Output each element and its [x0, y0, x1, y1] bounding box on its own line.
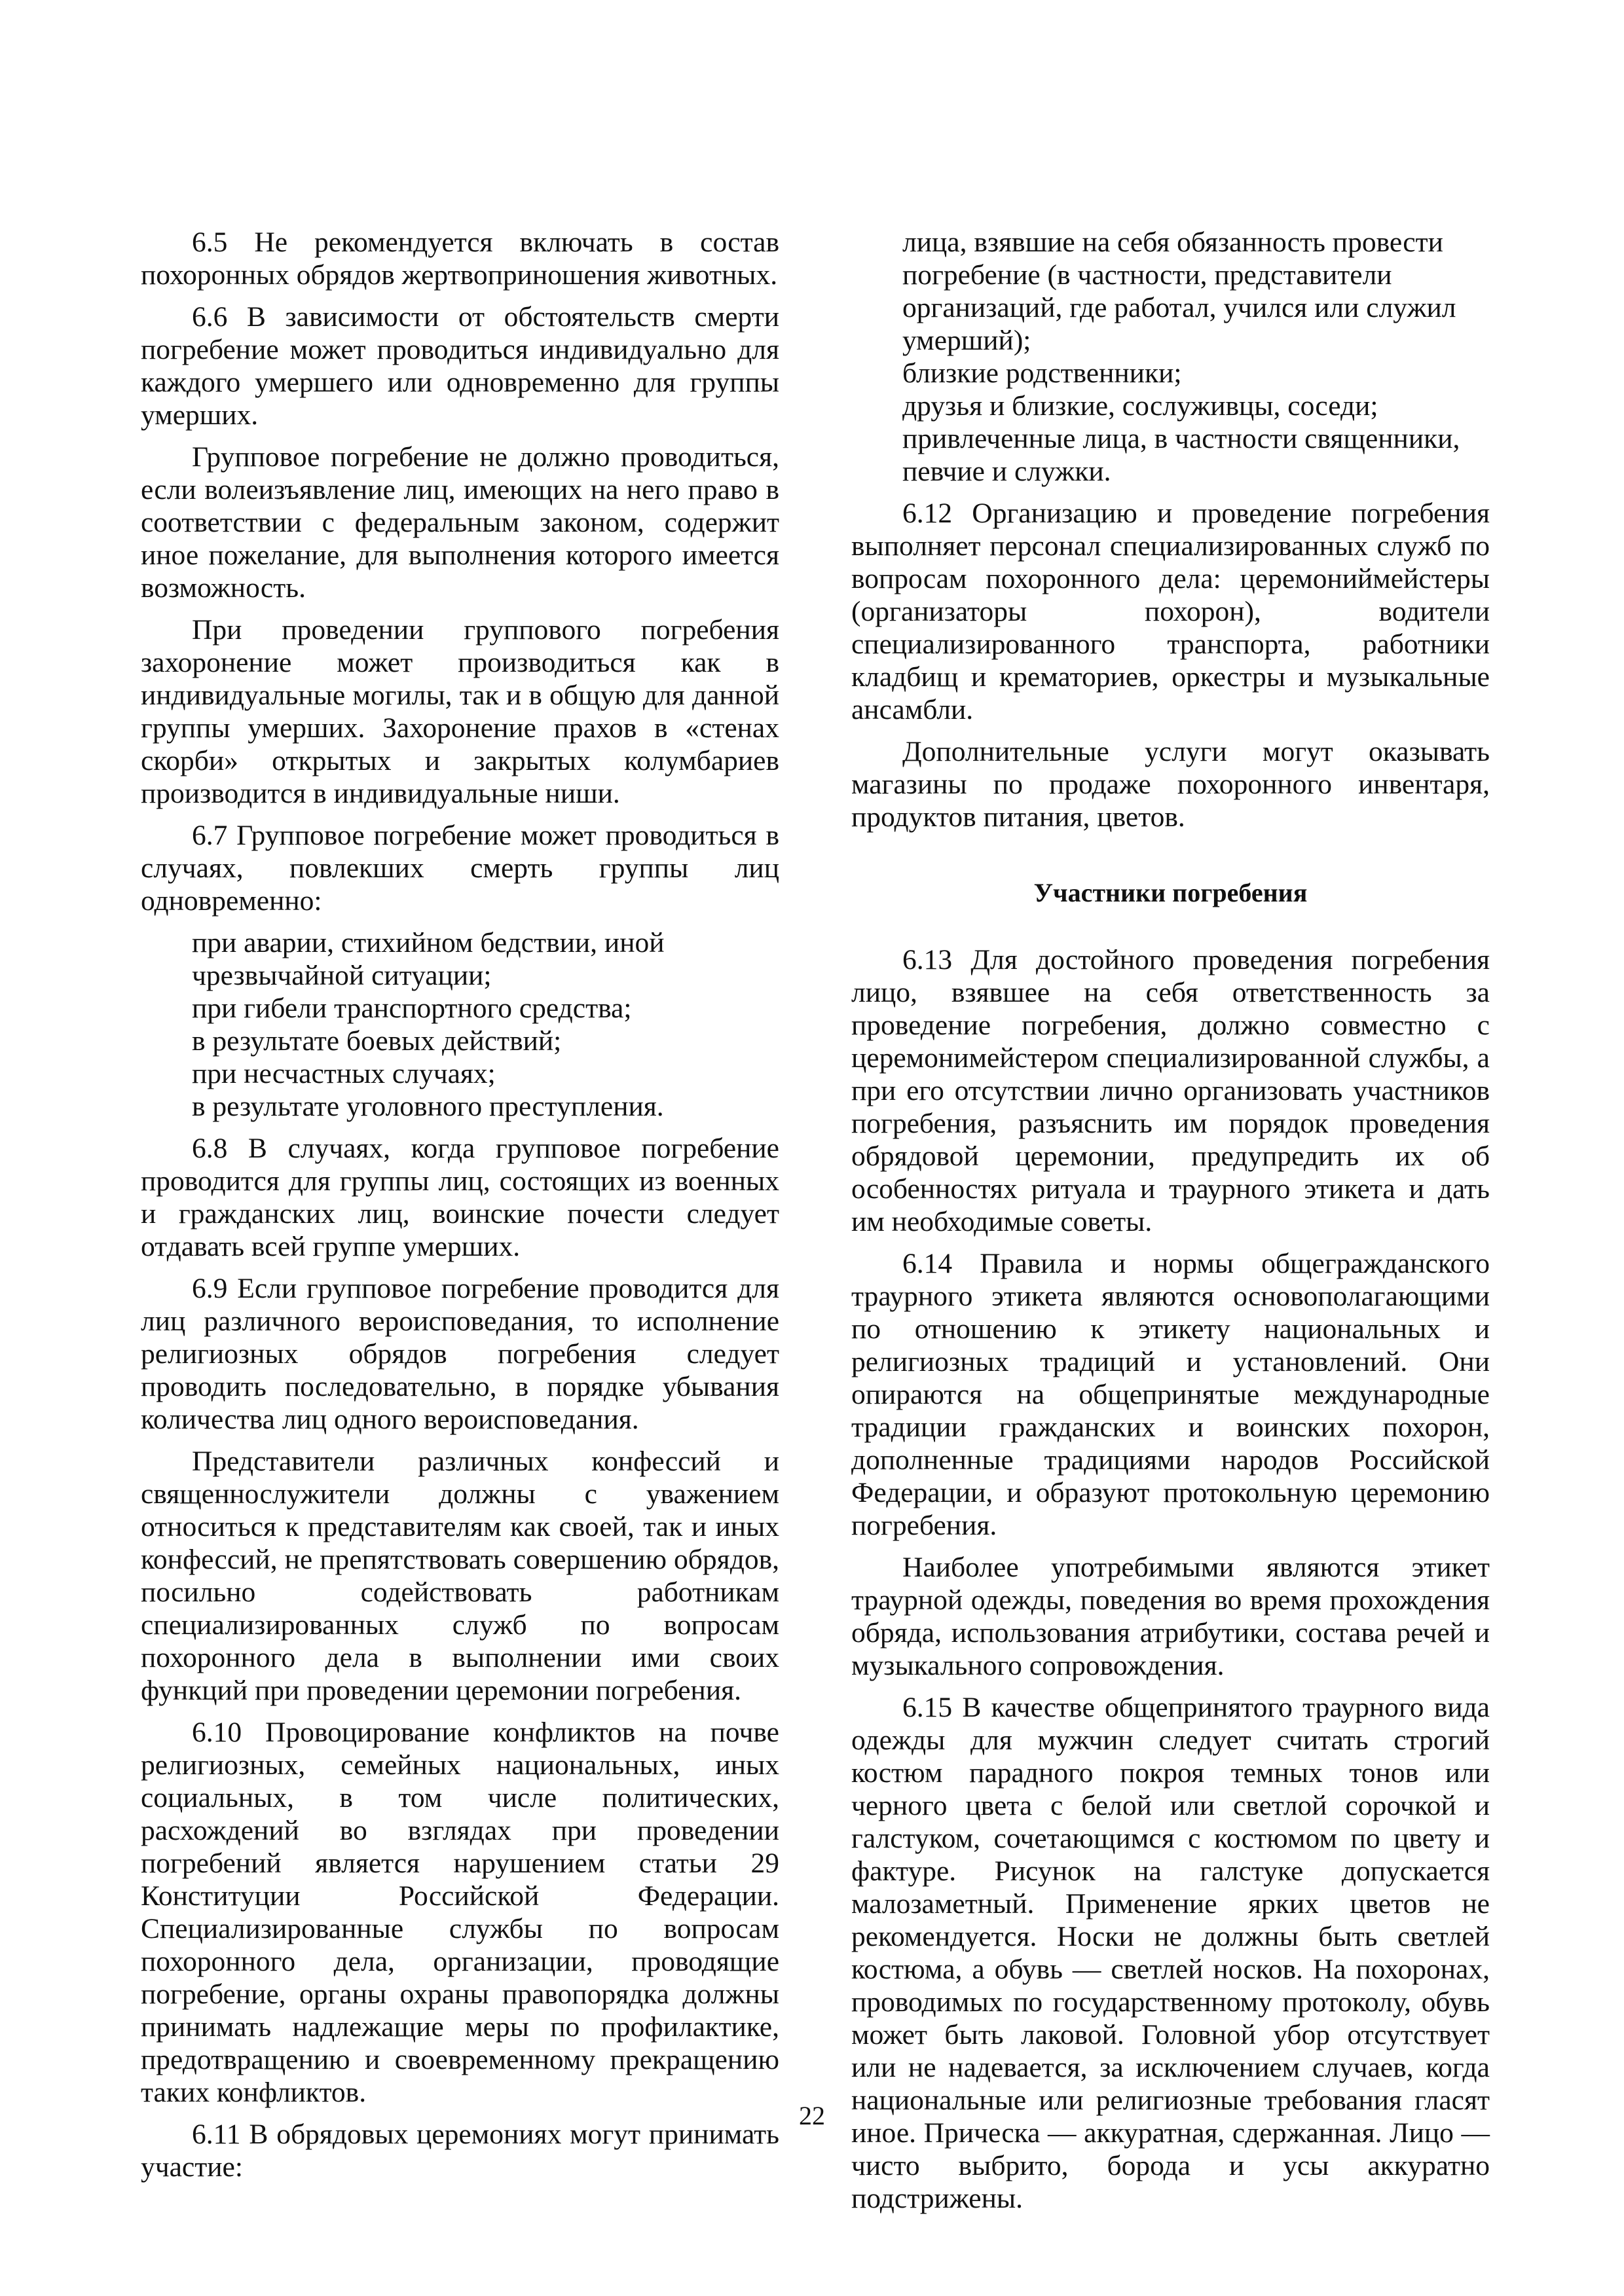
paragraph: 6.14 Правила и нормы общегражданского траурного этикета являются основополагающими по отношению к этикету национальных и религиозных традиций и установлений. Они опираются на общепринятые международные традиции гражданских и воинских похорон, дополненные традициями народов Российской Федерации, и образуют протокольную церемонию погребения.	[851, 1248, 1490, 1541]
list-item: при аварии, стихийном бедствии, иной чрезвычайной ситуации;	[192, 927, 665, 991]
list-item: лица, взявшие на себя обязанность провести погребение (в частности, представители организаций, где работал, учился или служил умерший);	[902, 227, 1456, 356]
list-item: друзья и близкие, сослуживцы, соседи;	[902, 390, 1378, 422]
list-item: близкие родственники;	[902, 357, 1182, 389]
list-item: при несчастных случаях;	[192, 1058, 496, 1089]
left-column	[141, 226, 779, 2193]
list-item: в результате уголовного преступления.	[192, 1091, 664, 1122]
paragraph: 6.8 В случаях, когда групповое погребение проводится для группы лиц, состоящих из военных и гражданских лиц, воинские почести следует отдавать всей группе умерших.	[141, 1133, 779, 1262]
paragraph: 6.6 В зависимости от обстоятельств смерти погребение может проводиться индивидуально для каждого умершего или одновременно для группы умерших.	[141, 301, 779, 431]
list-item: в результате боевых действий;	[192, 1025, 562, 1057]
right-column	[851, 226, 1490, 2224]
paragraph: Групповое погребение не должно проводиться, если волеизъявление лиц, имеющих на него право в соответствии с федеральным законом, содержит иное пожелание, для выполнения которого имеется возможность.	[141, 441, 779, 604]
paragraph: Представители различных конфессий и священнослужители должны с уважением относиться к представителям как своей, так и иных конфессий, не препятствовать совершению обрядов, посильно содействовать работникам специализированных служб по вопросам похоронного дела в выполнении ими своих функций при проведении церемонии погребения.	[141, 1446, 779, 1706]
page-number: 22	[799, 2101, 825, 2130]
section-heading: Участники погребения	[1033, 878, 1308, 907]
paragraph: Наиболее употребимыми являются этикет траурной одежды, поведения во время прохождения обряда, использования атрибутики, состава речей и музыкального сопровождения.	[851, 1552, 1490, 1681]
paragraph: 6.11 В обрядовых церемониях могут принимать участие:	[141, 2119, 779, 2183]
paragraph: 6.10 Провоцирование конфликтов на почве религиозных, семейных национальных, иных социальных, в том числе политических, расхождений во взглядах при проведении погребений является нарушением статьи 29 Конституции Российской Федерации. Специализированные службы по вопросам похоронного дела, организации, проводящие погребение, органы охраны правопорядка должны принимать надлежащие меры по профилактике, предотвращению и своевременному прекращению таких конфликтов.	[141, 1717, 779, 2108]
paragraph: 6.12 Организацию и проведение погребения выполняет персонал специализированных служб по вопросам похоронного дела: церемониймейстеры (организаторы похорон), водители специализированного транспорта, работники кладбищ и крематориев, оркестры и музыкальные ансамбли.	[851, 498, 1490, 725]
paragraph: 6.5 Не рекомендуется включать в состав похоронных обрядов жертвоприношения животных.	[141, 227, 779, 291]
paragraph: При проведении группового погребения захоронение может производиться как в индивидуальные могилы, так и в общую для данной группы умерших. Захоронение прахов в «стенах скорби» открытых и закрытых колумбариев производится в индивидуальные ниши.	[141, 614, 779, 809]
paragraph: 6.15 В качестве общепринятого траурного вида одежды для мужчин следует считать строгий костюм парадного покроя темных тонов или черного цвета с белой или светлой сорочкой и галстуком, сочетающимся с костюмом по цвету и фактуре. Рисунок на галстуке допускается малозаметный. Применение ярких цветов не рекомендуется. Носки не должны быть светлей костюма, а обувь — светлей носков. На похоронах, проводимых по государственному протоколу, обувь может быть лаковой. Головной убор отсутствует или не надевается, за исключением случаев, когда национальные или религиозные требования гласят иное. Прическа — аккуратная, сдержанная. Лицо — чисто выбрито, борода и усы аккуратно подстрижены.	[851, 1692, 1490, 2214]
paragraph: 6.7 Групповое погребение может проводиться в случаях, повлекших смерть группы лиц одновременно:	[141, 820, 779, 917]
list-item: при гибели транспортного средства;	[192, 993, 632, 1024]
list-item: привлеченные лица, в частности священники, певчие и служки.	[902, 423, 1460, 487]
paragraph: 6.9 Если групповое погребение проводится для лиц различного вероисповедания, то исполнение религиозных обрядов погребения следует проводить последовательно, в порядке убывания количества лиц одного вероисповедания.	[141, 1273, 779, 1435]
paragraph: Дополнительные услуги могут оказывать магазины по продаже похоронного инвентаря, продуктов питания, цветов.	[851, 736, 1490, 833]
paragraph: 6.13 Для достойного проведения погребения лицо, взявшее на себя ответственность за проведение погребения, должно совместно с церемонимейстером специализированной службы, а при его отсутствии лично организовать участников погребения, разъяснить им порядок проведения обрядовой церемонии, предупредить их об особенностях ритуала и траурного этикета и дать им необходимые советы.	[851, 944, 1490, 1237]
